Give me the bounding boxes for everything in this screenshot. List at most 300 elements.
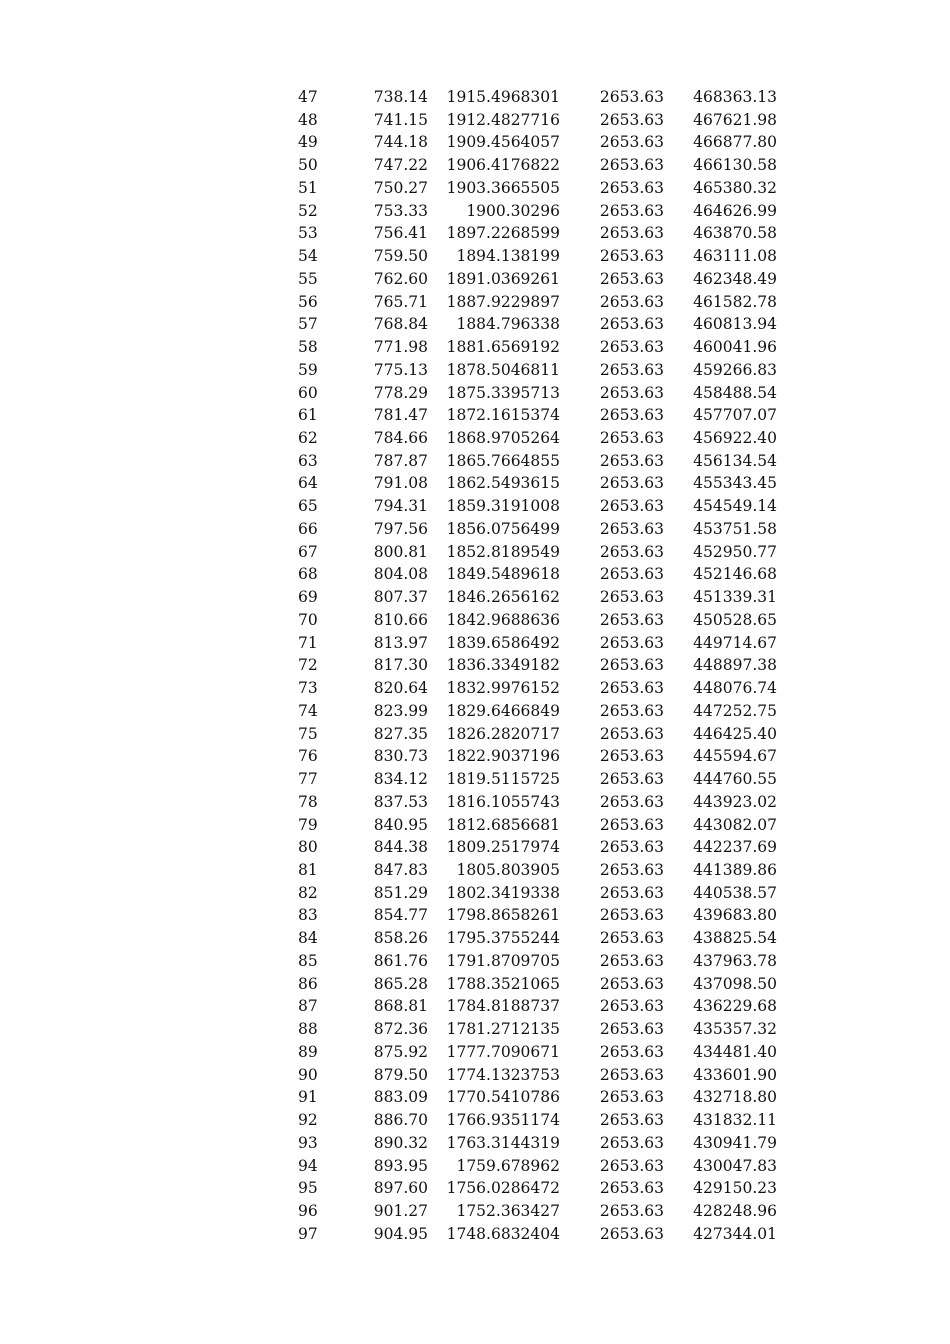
balance-cell: 462348.49 [693,269,777,288]
table-row [290,427,777,450]
table-row [290,291,777,314]
principal-cell: 1849.5489618 [446,565,560,584]
principal-cell: 1826.2820717 [446,724,560,743]
interest-cell: 858.26 [373,929,428,948]
payment-cell: 2653.63 [599,747,664,766]
period-cell: 78 [298,792,318,811]
payment-cell: 2653.63 [599,1088,664,1107]
principal-cell: 1795.3755244 [446,929,560,948]
balance-cell: 427344.01 [693,1224,777,1243]
table-row [290,1086,777,1109]
table-row [290,313,777,336]
principal-cell: 1894.138199 [456,247,560,266]
payment-cell: 2653.63 [599,792,664,811]
interest-cell: 851.29 [373,883,428,902]
interest-cell: 775.13 [373,360,428,379]
interest-cell: 847.83 [373,860,428,879]
balance-cell: 437098.50 [693,974,777,993]
payment-cell: 2653.63 [599,906,664,925]
principal-cell: 1805.803905 [456,860,560,879]
table-row [290,950,777,973]
payment-cell: 2653.63 [599,951,664,970]
table-row [290,222,777,245]
payment-cell: 2653.63 [599,360,664,379]
principal-cell: 1798.8658261 [446,906,560,925]
interest-cell: 784.66 [373,429,428,448]
period-cell: 59 [298,360,318,379]
balance-cell: 467621.98 [693,110,777,129]
balance-cell: 443923.02 [693,792,777,811]
period-cell: 51 [298,178,318,197]
table-row [290,404,777,427]
balance-cell: 458488.54 [693,383,777,402]
payment-cell: 2653.63 [599,156,664,175]
payment-cell: 2653.63 [599,588,664,607]
balance-cell: 434481.40 [693,1042,777,1061]
interest-cell: 813.97 [373,633,428,652]
period-cell: 81 [298,860,318,879]
period-cell: 69 [298,588,318,607]
interest-cell: 747.22 [373,156,428,175]
payment-cell: 2653.63 [599,1156,664,1175]
principal-cell: 1915.4968301 [446,88,560,106]
interest-cell: 768.84 [373,315,428,334]
balance-cell: 451339.31 [693,588,777,607]
table-row [290,814,777,837]
period-cell: 90 [298,1065,318,1084]
interest-cell: 794.31 [373,497,428,516]
interest-cell: 904.95 [373,1224,428,1243]
period-cell: 55 [298,269,318,288]
payment-cell: 2653.63 [599,1201,664,1220]
table-row [290,723,777,746]
table-row [290,995,777,1018]
balance-cell: 461582.78 [693,292,777,311]
payment-cell: 2653.63 [599,565,664,584]
payment-cell: 2653.63 [599,1042,664,1061]
period-cell: 94 [298,1156,318,1175]
period-cell: 66 [298,519,318,538]
interest-cell: 804.08 [373,565,428,584]
interest-cell: 827.35 [373,724,428,743]
balance-cell: 466877.80 [693,133,777,152]
principal-cell: 1748.6832404 [446,1224,560,1243]
interest-cell: 830.73 [373,747,428,766]
balance-cell: 446425.40 [693,724,777,743]
payment-cell: 2653.63 [599,88,664,106]
principal-cell: 1791.8709705 [446,951,560,970]
payment-cell: 2653.63 [599,1111,664,1130]
table-row [290,541,777,564]
balance-cell: 444760.55 [693,770,777,789]
payment-cell: 2653.63 [599,883,664,902]
period-cell: 85 [298,951,318,970]
period-cell: 60 [298,383,318,402]
interest-cell: 797.56 [373,519,428,538]
table-row [290,450,777,473]
principal-cell: 1846.2656162 [446,588,560,607]
interest-cell: 778.29 [373,383,428,402]
table-row [290,973,777,996]
payment-cell: 2653.63 [599,451,664,470]
balance-cell: 435357.32 [693,1020,777,1039]
table-row [290,382,777,405]
table-row [290,745,777,768]
interest-cell: 893.95 [373,1156,428,1175]
principal-cell: 1784.8188737 [446,997,560,1016]
payment-cell: 2653.63 [599,201,664,220]
payment-cell: 2653.63 [599,247,664,266]
principal-cell: 1766.9351174 [446,1111,560,1130]
interest-cell: 840.95 [373,815,428,834]
interest-cell: 765.71 [373,292,428,311]
period-cell: 56 [298,292,318,311]
interest-cell: 791.08 [373,474,428,493]
interest-cell: 854.77 [373,906,428,925]
amortization-table [290,86,777,1245]
interest-cell: 817.30 [373,656,428,675]
interest-cell: 771.98 [373,338,428,357]
period-cell: 48 [298,110,318,129]
interest-cell: 753.33 [373,201,428,220]
table-row [290,1109,777,1132]
payment-cell: 2653.63 [599,338,664,357]
payment-cell: 2653.63 [599,519,664,538]
interest-cell: 844.38 [373,838,428,857]
table-row [290,1041,777,1064]
principal-cell: 1829.6466849 [446,701,560,720]
principal-cell: 1759.678962 [456,1156,560,1175]
period-cell: 72 [298,656,318,675]
payment-cell: 2653.63 [599,929,664,948]
table-body [290,86,777,1245]
interest-cell: 901.27 [373,1201,428,1220]
period-cell: 71 [298,633,318,652]
principal-cell: 1839.6586492 [446,633,560,652]
balance-cell: 460041.96 [693,338,777,357]
table-row [290,1064,777,1087]
interest-cell: 883.09 [373,1088,428,1107]
period-cell: 47 [298,88,318,106]
payment-cell: 2653.63 [599,474,664,493]
balance-cell: 459266.83 [693,360,777,379]
principal-cell: 1774.1323753 [446,1065,560,1084]
period-cell: 79 [298,815,318,834]
principal-cell: 1868.9705264 [446,429,560,448]
payment-cell: 2653.63 [599,315,664,334]
table-row [290,86,777,109]
balance-cell: 433601.90 [693,1065,777,1084]
interest-cell: 741.15 [373,110,428,129]
period-cell: 96 [298,1201,318,1220]
period-cell: 82 [298,883,318,902]
balance-cell: 432718.80 [693,1088,777,1107]
period-cell: 67 [298,542,318,561]
interest-cell: 879.50 [373,1065,428,1084]
interest-cell: 781.47 [373,406,428,425]
principal-cell: 1891.0369261 [446,269,560,288]
balance-cell: 457707.07 [693,406,777,425]
payment-cell: 2653.63 [599,178,664,197]
interest-cell: 834.12 [373,770,428,789]
payment-cell: 2653.63 [599,701,664,720]
interest-cell: 861.76 [373,951,428,970]
payment-cell: 2653.63 [599,838,664,857]
balance-cell: 450528.65 [693,610,777,629]
balance-cell: 463870.58 [693,224,777,243]
table-row [290,109,777,132]
principal-cell: 1887.9229897 [446,292,560,311]
table-row [290,609,777,632]
payment-cell: 2653.63 [599,429,664,448]
payment-cell: 2653.63 [599,656,664,675]
amortization-table-wrapper [290,86,777,1245]
table-row [290,495,777,518]
interest-cell: 810.66 [373,610,428,629]
balance-cell: 455343.45 [693,474,777,493]
balance-cell: 447252.75 [693,701,777,720]
balance-cell: 431832.11 [693,1111,777,1130]
interest-cell: 800.81 [373,542,428,561]
interest-cell: 738.14 [373,88,428,106]
balance-cell: 430047.83 [693,1156,777,1175]
payment-cell: 2653.63 [599,1020,664,1039]
period-cell: 89 [298,1042,318,1061]
payment-cell: 2653.63 [599,542,664,561]
principal-cell: 1859.3191008 [446,497,560,516]
table-row [290,1223,777,1246]
interest-cell: 872.36 [373,1020,428,1039]
interest-cell: 886.70 [373,1111,428,1130]
principal-cell: 1812.6856681 [446,815,560,834]
interest-cell: 868.81 [373,997,428,1016]
payment-cell: 2653.63 [599,997,664,1016]
payment-cell: 2653.63 [599,1133,664,1152]
balance-cell: 440538.57 [693,883,777,902]
principal-cell: 1752.363427 [456,1201,560,1220]
table-row [290,200,777,223]
interest-cell: 759.50 [373,247,428,266]
balance-cell: 460813.94 [693,315,777,334]
principal-cell: 1884.796338 [456,315,560,334]
principal-cell: 1906.4176822 [446,156,560,175]
principal-cell: 1756.0286472 [446,1179,560,1198]
table-row [290,1132,777,1155]
period-cell: 64 [298,474,318,493]
principal-cell: 1777.7090671 [446,1042,560,1061]
balance-cell: 441389.86 [693,860,777,879]
table-row [290,245,777,268]
period-cell: 75 [298,724,318,743]
table-row [290,654,777,677]
interest-cell: 897.60 [373,1179,428,1198]
period-cell: 93 [298,1133,318,1152]
balance-cell: 438825.54 [693,929,777,948]
table-row [290,1200,777,1223]
table-row [290,177,777,200]
payment-cell: 2653.63 [599,860,664,879]
balance-cell: 465380.32 [693,178,777,197]
table-row [290,268,777,291]
period-cell: 50 [298,156,318,175]
principal-cell: 1872.1615374 [446,406,560,425]
balance-cell: 436229.68 [693,997,777,1016]
period-cell: 87 [298,997,318,1016]
balance-cell: 464626.99 [693,201,777,220]
period-cell: 84 [298,929,318,948]
balance-cell: 448076.74 [693,679,777,698]
payment-cell: 2653.63 [599,610,664,629]
balance-cell: 429150.23 [693,1179,777,1198]
payment-cell: 2653.63 [599,1065,664,1084]
payment-cell: 2653.63 [599,724,664,743]
balance-cell: 456922.40 [693,429,777,448]
balance-cell: 454549.14 [693,497,777,516]
principal-cell: 1878.5046811 [446,360,560,379]
interest-cell: 787.87 [373,451,428,470]
interest-cell: 762.60 [373,269,428,288]
period-cell: 65 [298,497,318,516]
principal-cell: 1852.8189549 [446,542,560,561]
balance-cell: 466130.58 [693,156,777,175]
table-row [290,131,777,154]
principal-cell: 1856.0756499 [446,519,560,538]
period-cell: 53 [298,224,318,243]
period-cell: 91 [298,1088,318,1107]
principal-cell: 1881.6569192 [446,338,560,357]
principal-cell: 1909.4564057 [446,133,560,152]
balance-cell: 439683.80 [693,906,777,925]
balance-cell: 442237.69 [693,838,777,857]
principal-cell: 1802.3419338 [446,883,560,902]
principal-cell: 1900.30296 [466,201,560,220]
balance-cell: 452950.77 [693,542,777,561]
table-row [290,1177,777,1200]
payment-cell: 2653.63 [599,383,664,402]
table-row [290,518,777,541]
interest-cell: 875.92 [373,1042,428,1061]
period-cell: 83 [298,906,318,925]
principal-cell: 1903.3665505 [446,178,560,197]
principal-cell: 1865.7664855 [446,451,560,470]
principal-cell: 1836.3349182 [446,656,560,675]
table-row [290,859,777,882]
payment-cell: 2653.63 [599,974,664,993]
period-cell: 88 [298,1020,318,1039]
principal-cell: 1822.9037196 [446,747,560,766]
principal-cell: 1763.3144319 [446,1133,560,1152]
table-row [290,700,777,723]
balance-cell: 437963.78 [693,951,777,970]
payment-cell: 2653.63 [599,497,664,516]
interest-cell: 865.28 [373,974,428,993]
principal-cell: 1897.2268599 [446,224,560,243]
period-cell: 86 [298,974,318,993]
interest-cell: 820.64 [373,679,428,698]
payment-cell: 2653.63 [599,815,664,834]
period-cell: 70 [298,610,318,629]
interest-cell: 750.27 [373,178,428,197]
balance-cell: 443082.07 [693,815,777,834]
principal-cell: 1875.3395713 [446,383,560,402]
table-row [290,359,777,382]
period-cell: 74 [298,701,318,720]
principal-cell: 1912.4827716 [446,110,560,129]
table-row [290,154,777,177]
table-row [290,336,777,359]
period-cell: 76 [298,747,318,766]
payment-cell: 2653.63 [599,633,664,652]
table-row [290,836,777,859]
balance-cell: 448897.38 [693,656,777,675]
period-cell: 63 [298,451,318,470]
payment-cell: 2653.63 [599,406,664,425]
interest-cell: 807.37 [373,588,428,607]
period-cell: 61 [298,406,318,425]
balance-cell: 456134.54 [693,451,777,470]
payment-cell: 2653.63 [599,1179,664,1198]
table-row [290,768,777,791]
period-cell: 57 [298,315,318,334]
principal-cell: 1816.1055743 [446,792,560,811]
principal-cell: 1781.2712135 [446,1020,560,1039]
principal-cell: 1832.9976152 [446,679,560,698]
principal-cell: 1842.9688636 [446,610,560,629]
payment-cell: 2653.63 [599,292,664,311]
principal-cell: 1862.5493615 [446,474,560,493]
interest-cell: 890.32 [373,1133,428,1152]
balance-cell: 428248.96 [693,1201,777,1220]
payment-cell: 2653.63 [599,224,664,243]
interest-cell: 823.99 [373,701,428,720]
period-cell: 77 [298,770,318,789]
payment-cell: 2653.63 [599,110,664,129]
balance-cell: 452146.68 [693,565,777,584]
balance-cell: 453751.58 [693,519,777,538]
balance-cell: 449714.67 [693,633,777,652]
payment-cell: 2653.63 [599,133,664,152]
period-cell: 92 [298,1111,318,1130]
table-row [290,677,777,700]
table-row [290,632,777,655]
table-row [290,791,777,814]
principal-cell: 1770.5410786 [446,1088,560,1107]
table-row [290,563,777,586]
period-cell: 58 [298,338,318,357]
principal-cell: 1809.2517974 [446,838,560,857]
period-cell: 68 [298,565,318,584]
period-cell: 52 [298,201,318,220]
period-cell: 95 [298,1179,318,1198]
payment-cell: 2653.63 [599,770,664,789]
payment-cell: 2653.63 [599,269,664,288]
principal-cell: 1819.5115725 [446,770,560,789]
table-row [290,1155,777,1178]
payment-cell: 2653.63 [599,679,664,698]
balance-cell: 445594.67 [693,747,777,766]
period-cell: 97 [298,1224,318,1243]
table-row [290,927,777,950]
table-row [290,882,777,905]
principal-cell: 1788.3521065 [446,974,560,993]
payment-cell: 2653.63 [599,1224,664,1243]
period-cell: 54 [298,247,318,266]
balance-cell: 463111.08 [693,247,777,266]
period-cell: 80 [298,838,318,857]
interest-cell: 744.18 [373,133,428,152]
table-row [290,586,777,609]
balance-cell: 430941.79 [693,1133,777,1152]
